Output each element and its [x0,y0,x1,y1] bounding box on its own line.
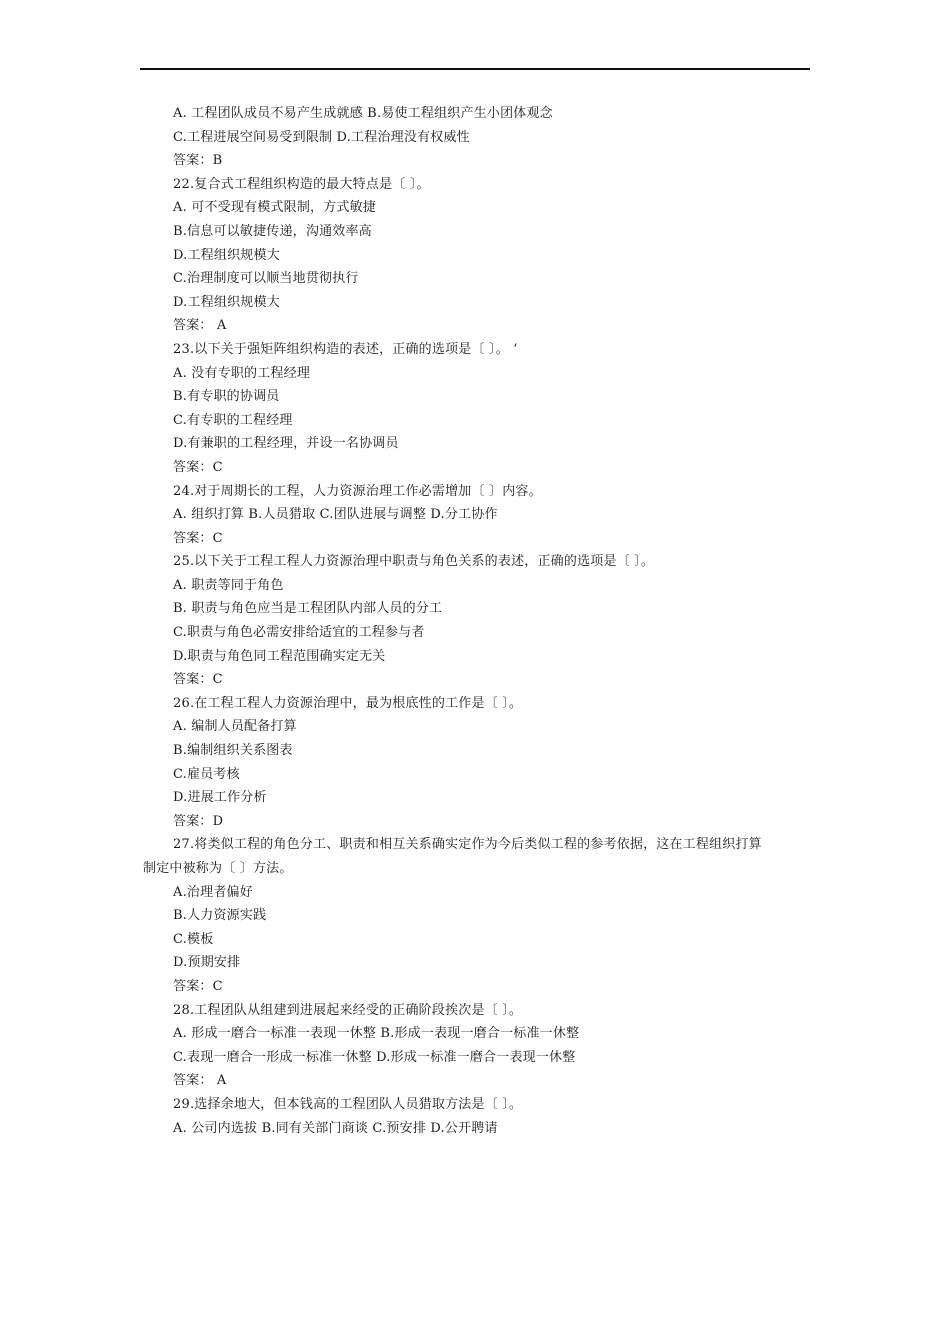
option-line: D.有兼职的工程经理，并设一名协调员 [173,436,399,452]
option-line: A. 没有专职的工程经理 [173,365,311,381]
answer-line: 答案： A [173,318,227,334]
question-27: 27.将类似工程的角色分工、职责和相互关系确实定作为今后类似工程的参考依据，这在工程组织打算 [173,837,762,853]
option-line: A. 组织打算 B.人员猎取 C.团队进展与调整 D.分工协作 [173,507,498,523]
option-line: B. 职责与角色应当是工程团队内部人员的分工 [173,601,443,617]
option-line: B.信息可以敏捷传递，沟通效率高 [173,223,372,239]
header-rule [140,68,810,70]
text-line: C.工程进展空间易受到限制 D.工程治理没有权威性 [173,129,470,145]
answer-line: 答案：D [173,813,224,829]
option-line: A. 公司内选拔 B.同有关部门商谈 C.预安排 D.公开聘请 [173,1120,498,1136]
question-26: 26.在工程工程人力资源治理中，最为根底性的工作是〔 〕。 [173,695,523,711]
question-24: 24.对于周期长的工程，人力资源治理工作必需增加〔 〕内容。 [173,483,542,499]
option-line: A. 职责等同于角色 [173,577,284,593]
answer-line: 答案：C [173,459,223,475]
answer-line: 答案： A [173,1073,227,1089]
answer-line: 答案：C [173,530,223,546]
question-29: 29.选择余地大，但本钱高的工程团队人员猎取方法是〔 〕。 [173,1096,523,1112]
question-22: 22.复合式工程组织构造的最大特点是〔 〕。 [173,176,430,192]
option-line: C.表现一磨合一形成一标准一休整 D.形成一标准一磨合一表现一休整 [173,1049,576,1065]
option-line: C.雇员考核 [173,766,240,782]
option-line: D.进展工作分析 [173,790,267,806]
option-line: A. 编制人员配备打算 [173,719,297,735]
question-28: 28.工程团队从组建到进展起来经受的正确阶段挨次是〔 〕。 [173,1002,523,1018]
option-line: D.工程组织规模大 [173,247,280,263]
option-line: D.工程组织规模大 [173,294,280,310]
option-line: D.职责与角色同工程范围确实定无关 [173,648,386,664]
question-23: 23.以下关于强矩阵组织构造的表述，正确的选项是〔 〕。 ‘ [173,341,518,357]
option-line: D.预期安排 [173,955,241,971]
text-line: A. 工程团队成员不易产生成就感 B.易使工程组织产生小团体观念 [173,106,553,121]
option-line: B.编制组织关系图表 [173,743,293,759]
option-line: B.人力资源实践 [173,908,267,924]
option-line: A. 形成一磨合一标准一表现一休整 B.形成一表现一磨合一标准一休整 [173,1026,580,1042]
document-body [143,102,813,1140]
answer-line: 答案：C [173,978,223,994]
option-line: B.有专职的协调员 [173,389,280,405]
answer-line: 答案：B [173,153,223,169]
answer-line: 答案：C [173,672,223,688]
option-line: C.有专职的工程经理 [173,412,293,428]
question-27-continuation: 制定中被称为〔 〕方法。 [143,861,293,876]
option-line: A.治理者偏好 [173,884,253,900]
question-25: 25.以下关于工程工程人力资源治理中职责与角色关系的表述，正确的选项是〔 〕。 [173,554,655,570]
option-line: C.职责与角色必需安排给适宜的工程参与者 [173,625,425,641]
option-line: C.治理制度可以顺当地贯彻执行 [173,271,359,287]
option-line: A. 可不受现有模式限制，方式敏捷 [173,200,377,216]
option-line: C.模板 [173,931,214,947]
